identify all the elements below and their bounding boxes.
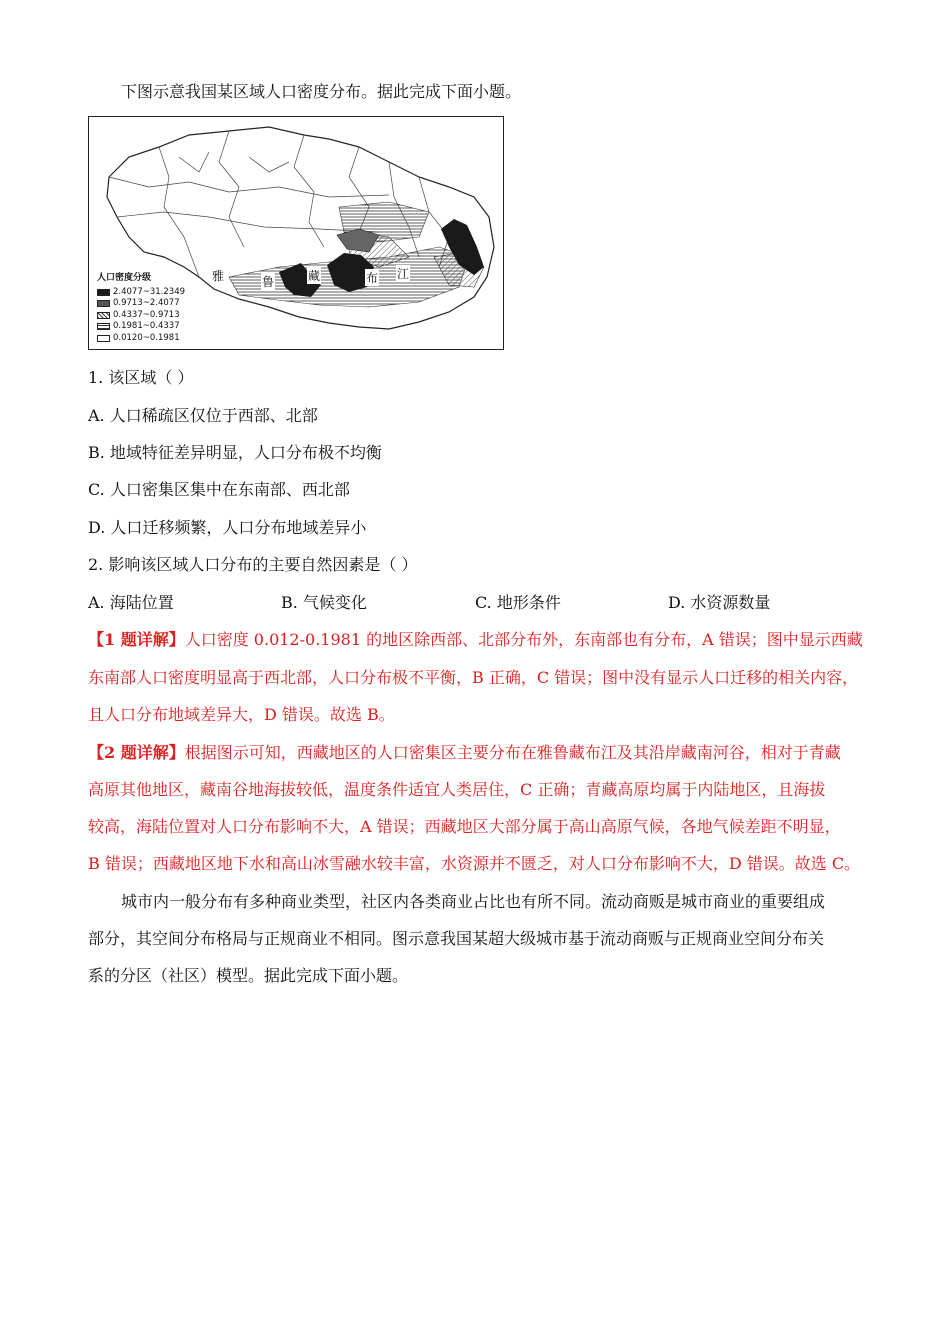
answer-1-line-1 xyxy=(88,628,863,652)
river-char-5: 江 xyxy=(397,267,410,281)
answer-2-line-1 xyxy=(88,741,841,765)
answer-text: 人口密度 0.012-0.1981 的地区除西部、北部分布外，东南部也有分布，A 错误；图中显示西藏 xyxy=(184,630,863,649)
answer-1-line-2: 东南部人口密度明显高于西北部，人口分布极不平衡，B 正确，C 错误；图中没有显示人口迁移的相关内容， xyxy=(88,668,859,687)
question-1-option-a: A. 人口稀疏区仅位于西部、北部 xyxy=(88,406,318,425)
legend-label: 2.4077~31.2349 xyxy=(113,286,186,297)
legend-label: 0.0120~0.1981 xyxy=(113,332,180,343)
legend-label: 0.9713~2.4077 xyxy=(113,298,180,308)
question-1-stem: 1. 该区域（ ） xyxy=(88,368,194,387)
answer-2-line-4: B 错误；西藏地区地下水和高山冰雪融水较丰富，水资源并不匮乏，对人口分布影响不大，D 错误。故选 C。 xyxy=(88,854,861,873)
river-char-2: 鲁 xyxy=(262,275,275,289)
question-1-option-c: C. 人口密集区集中在东南部、西北部 xyxy=(88,480,350,499)
legend-row xyxy=(97,298,227,310)
legend-swatch-icon xyxy=(97,323,110,330)
next-intro-line-1: 城市内一般分布有多种商业类型，社区内各类商业占比也有所不同。流动商贩是城市商业的重要组成 xyxy=(121,892,826,911)
question-1-option-d: D. 人口迁移频繁，人口分布地域差异小 xyxy=(88,518,367,537)
legend-row xyxy=(97,321,227,333)
question-2-option-d: D. 水资源数量 xyxy=(668,593,771,612)
legend-swatch-icon xyxy=(97,300,110,307)
intro-text: 下图示意我国某区域人口密度分布。据此完成下面小题。 xyxy=(121,82,522,101)
answer-2-tag: 【2 题详解】 xyxy=(88,743,185,762)
answer-1-line-3: 且人口分布地域差异大，D 错误。故选 B。 xyxy=(88,705,395,724)
legend-row xyxy=(97,287,227,299)
legend-label: 0.1981~0.4337 xyxy=(113,321,180,331)
legend-title: 人口密度分级 xyxy=(97,273,152,283)
question-2-option-a: A. 海陆位置 xyxy=(88,593,174,612)
legend-row xyxy=(97,310,227,322)
question-2-stem: 2. 影响该区域人口分布的主要自然因素是（ ） xyxy=(88,555,418,574)
legend-swatch-icon xyxy=(97,312,110,319)
legend-row xyxy=(97,333,227,345)
question-1-option-b: B. 地域特征差异明显，人口分布极不均衡 xyxy=(88,443,382,462)
next-intro-line-3: 系的分区（社区）模型。据此完成下面小题。 xyxy=(88,966,409,985)
answer-text: 根据图示可知，西藏地区的人口密集区主要分布在雅鲁藏布江及其沿岸藏南河谷，相对于青藏 xyxy=(184,743,841,762)
question-2-option-b: B. 气候变化 xyxy=(281,593,367,612)
river-char-4: 布 xyxy=(366,271,379,285)
map-legend xyxy=(97,273,227,344)
question-2-option-c: C. 地形条件 xyxy=(475,593,561,612)
river-char-3: 藏 xyxy=(308,269,321,283)
river-char-1: 雅 xyxy=(212,269,225,283)
population-density-map xyxy=(88,116,504,350)
legend-swatch-icon xyxy=(97,335,110,342)
answer-1-tag: 【1 题详解】 xyxy=(88,630,185,649)
legend-label: 0.4337~0.9713 xyxy=(113,309,180,320)
answer-2-line-3: 较高，海陆位置对人口分布影响不大，A 错误；西藏地区大部分属于高山高原气候，各地气候差距不明显， xyxy=(88,817,841,836)
next-intro-line-2: 部分，其空间分布格局与正规商业不相同。图示意我国某超大级城市基于流动商贩与正规商业空间分布关 xyxy=(88,929,825,948)
legend-swatch-icon xyxy=(97,289,110,296)
answer-2-line-2: 高原其他地区，藏南谷地海拔较低，温度条件适宜人类居住，C 正确；青藏高原均属于内陆地区，且海拔 xyxy=(88,780,826,799)
